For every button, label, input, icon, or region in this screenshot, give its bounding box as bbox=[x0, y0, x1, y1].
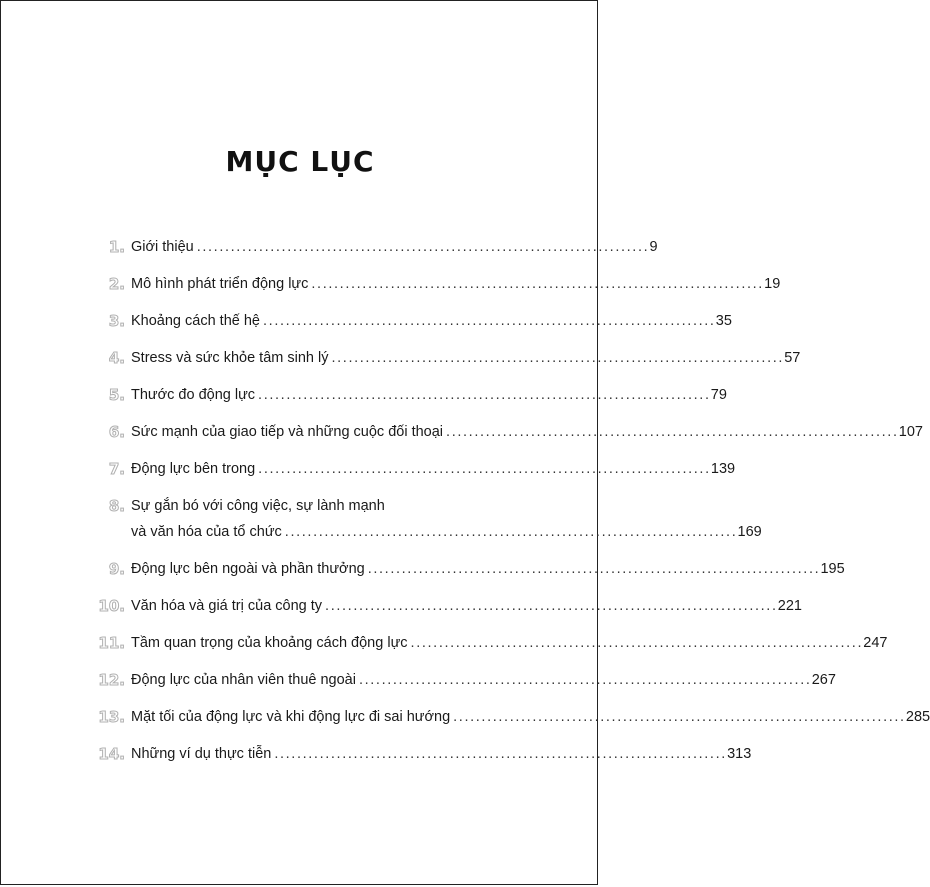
chapter-title: Thước đo động lực bbox=[131, 387, 256, 403]
chapter-number: 12. bbox=[98, 671, 125, 689]
dot-leader bbox=[368, 559, 818, 579]
toc-entry bbox=[97, 274, 781, 294]
toc-entry bbox=[97, 385, 727, 405]
chapter-number: 14. bbox=[98, 745, 125, 763]
page-title: MỤC LỤC bbox=[225, 145, 375, 178]
dot-leader bbox=[359, 670, 809, 690]
chapter-number: 9. bbox=[108, 560, 125, 578]
page-number: 107 bbox=[898, 424, 923, 440]
chapter-number: 3. bbox=[108, 312, 125, 330]
toc-entry bbox=[97, 744, 752, 764]
toc-entry bbox=[97, 670, 836, 690]
dot-leader bbox=[285, 522, 735, 542]
toc-entry bbox=[97, 311, 732, 331]
dot-leader bbox=[258, 459, 708, 479]
chapter-title: Sức mạnh của giao tiếp và những cuộc đối thoại bbox=[131, 424, 444, 440]
chapter-number: 13. bbox=[98, 708, 125, 726]
toc-entry bbox=[97, 496, 762, 542]
table-of-contents bbox=[97, 237, 930, 781]
page-number: 79 bbox=[710, 387, 727, 403]
chapter-number: 8. bbox=[108, 497, 125, 515]
chapter-title: Động lực của nhân viên thuê ngoài bbox=[131, 672, 356, 688]
chapter-title: Stress và sức khỏe tâm sinh lý bbox=[131, 350, 329, 366]
page-number: 35 bbox=[715, 313, 732, 329]
chapter-title: Mặt tối của động lực và khi động lực đi sai hướng bbox=[131, 709, 451, 725]
toc-entry bbox=[97, 596, 802, 616]
chapter-title: Những ví dụ thực tiễn bbox=[131, 746, 272, 762]
toc-entry bbox=[97, 348, 801, 368]
page-number: 267 bbox=[811, 672, 836, 688]
page-number: 169 bbox=[737, 524, 762, 540]
toc-entry bbox=[97, 559, 845, 579]
dot-leader bbox=[263, 311, 713, 331]
toc-entry bbox=[97, 633, 888, 653]
chapter-number: 4. bbox=[108, 349, 125, 367]
dot-leader bbox=[331, 348, 781, 368]
chapter-title: Động lực bên ngoài và phần thưởng bbox=[131, 561, 365, 577]
chapter-number: 5. bbox=[108, 386, 125, 404]
chapter-title: Động lực bên trong bbox=[131, 461, 256, 477]
chapter-number: 11. bbox=[98, 634, 125, 652]
toc-entry bbox=[97, 422, 923, 442]
dot-leader bbox=[274, 744, 724, 764]
dot-leader bbox=[258, 385, 708, 405]
chapter-title: và văn hóa của tổ chức bbox=[131, 524, 282, 540]
toc-entry bbox=[97, 459, 736, 479]
dot-leader bbox=[411, 633, 861, 653]
toc-entry bbox=[97, 237, 658, 257]
dot-leader bbox=[311, 274, 761, 294]
page-number: 195 bbox=[820, 561, 845, 577]
chapter-title: Giới thiệu bbox=[131, 239, 194, 255]
chapter-title: Mô hình phát triển động lực bbox=[131, 276, 309, 292]
chapter-number: 1. bbox=[108, 238, 125, 256]
chapter-number: 7. bbox=[108, 460, 125, 478]
page-number: 313 bbox=[727, 746, 752, 762]
chapter-number: 10. bbox=[98, 597, 125, 615]
page-number: 247 bbox=[863, 635, 888, 651]
dot-leader bbox=[197, 237, 647, 257]
chapter-title-line-one: Sự gắn bó với công việc, sự lành mạnh bbox=[131, 498, 385, 514]
chapter-number: 6. bbox=[108, 423, 125, 441]
page-number: 285 bbox=[905, 709, 930, 725]
chapter-number: 2. bbox=[108, 275, 125, 293]
page-number: 9 bbox=[649, 239, 658, 255]
toc-entry bbox=[97, 707, 930, 727]
chapter-title: Tầm quan trọng của khoảng cách động lực bbox=[131, 635, 408, 651]
dot-leader bbox=[325, 596, 775, 616]
chapter-title: Văn hóa và giá trị của công ty bbox=[131, 598, 323, 614]
dot-leader bbox=[453, 707, 903, 727]
dot-leader bbox=[446, 422, 896, 442]
chapter-title: Khoảng cách thế hệ bbox=[131, 313, 260, 329]
page-number: 19 bbox=[764, 276, 781, 292]
page-number: 57 bbox=[784, 350, 801, 366]
page-number: 221 bbox=[777, 598, 802, 614]
page-number: 139 bbox=[710, 461, 736, 477]
